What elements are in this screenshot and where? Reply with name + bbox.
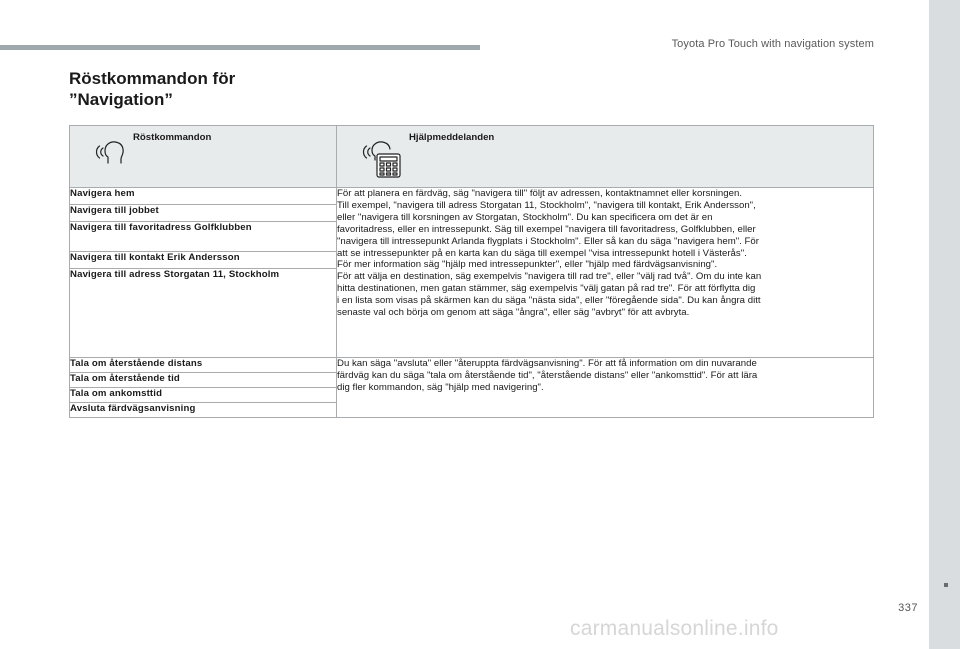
help-line: För mer information säg "hjälp med intressepunkter", eller "hjälp med färdvägsanvisning". bbox=[337, 259, 718, 271]
help-line: "navigera till intressepunkt Arlanda flygplats i Stockholm". Eller så kan du säga "navigera hem". För bbox=[337, 235, 759, 247]
col2-header-label: Hjälpmeddelanden bbox=[409, 132, 495, 143]
command-cell: Navigera hem bbox=[70, 188, 337, 205]
help-line: att se intressepunkter på en karta kan du säga till exempel "visa intressepunkt hotell i Västerås". bbox=[337, 247, 747, 259]
help-line: färdväg kan du säga "tala om återstående tid", "återstående distans" eller "ankomsttid". För att lära bbox=[337, 369, 758, 381]
table-row bbox=[70, 358, 874, 373]
help-line: senaste val och börja om genom att säga "ångra", eller säg "avbryt" för att avbryta. bbox=[337, 307, 690, 319]
side-tab-bar bbox=[929, 0, 960, 649]
help-line: För att välja en destination, säg exempelvis "navigera till rad tre", eller "välj rad två". Om du inte kan bbox=[337, 271, 762, 283]
command-cell: Tala om ankomsttid bbox=[70, 388, 337, 403]
help-line: favoritadress, eller en intressepunkt. Säg till exempel "navigera till favoritadress, Golfklubben, eller bbox=[337, 223, 756, 235]
page-title-line-1: Röstkommandon för bbox=[69, 69, 236, 88]
voice-help-keypad-icon bbox=[361, 138, 403, 178]
voice-commands-header bbox=[70, 126, 337, 188]
help-line: Du kan säga "avsluta" eller "återuppta färdvägsanvisning". För att få information om din nuvarande bbox=[337, 358, 757, 369]
section-marker bbox=[944, 583, 948, 587]
help-line: dig fler kommandon, säg "hjälp med navigering". bbox=[337, 381, 544, 393]
help-messages-header bbox=[337, 126, 874, 188]
command-cell: Navigera till kontakt Erik Andersson bbox=[70, 252, 337, 269]
header-title: Toyota Pro Touch with navigation system bbox=[671, 38, 874, 50]
command-cell: Navigera till adress Storgatan 11, Stockholm bbox=[70, 269, 337, 358]
help-cell-navigation bbox=[337, 188, 874, 358]
voice-command-icon bbox=[94, 138, 128, 166]
page-title bbox=[69, 68, 369, 110]
table-row bbox=[70, 188, 874, 205]
help-line: i en lista som visas på skärmen kan du säga "nästa sida", eller "föregående sida". Du kan ångra ditt bbox=[337, 295, 761, 307]
page-title-line-2: ”Navigation” bbox=[69, 90, 173, 109]
page-number: 337 bbox=[898, 602, 918, 614]
help-line: eller "navigera till korsningen av Storgatan, Stockholm". Du kan specificera om det är en bbox=[337, 211, 713, 223]
command-cell: Navigera till jobbet bbox=[70, 205, 337, 222]
help-line: För att planera en färdväg, säg "navigera till" följt av adressen, kontaktnamnet eller korsningen. bbox=[337, 188, 742, 199]
help-cell-guidance bbox=[337, 358, 874, 418]
table-header-row bbox=[70, 126, 874, 188]
col1-header-label: Röstkommandon bbox=[133, 132, 212, 143]
command-cell: Tala om återstående distans bbox=[70, 358, 337, 373]
command-cell: Tala om återstående tid bbox=[70, 373, 337, 388]
voice-command-table bbox=[69, 125, 874, 418]
header-rule bbox=[0, 45, 480, 50]
help-line: Till exempel, "navigera till adress Storgatan 11, Stockholm", "navigera till kontakt, Erik Andersson", bbox=[337, 199, 756, 211]
command-cell: Avsluta färdvägsanvisning bbox=[70, 403, 337, 418]
command-cell: Navigera till favoritadress Golfklubben bbox=[70, 222, 337, 252]
watermark: carmanualsonline.info bbox=[570, 617, 779, 640]
help-line: hitta destinationen, men gatan stämmer, säg exempelvis "välj gatan på rad tre". För att förflytta dig bbox=[337, 283, 756, 295]
